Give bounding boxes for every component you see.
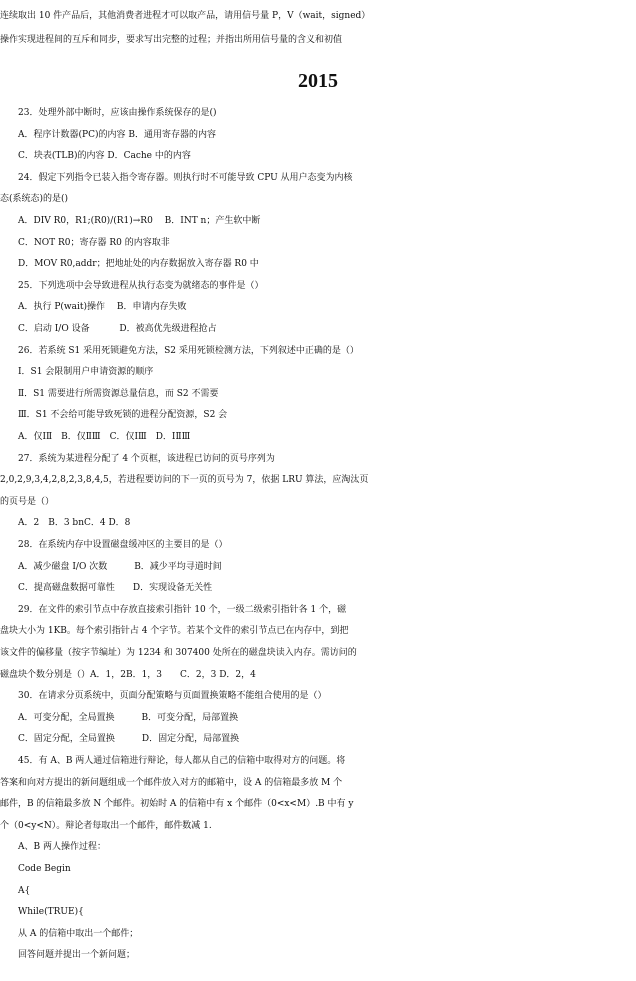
text-line: 磁盘块个数分别是（）A．1，2B．1，3 C．2，3 D．2，4 [0,670,256,680]
text-line: A{ [0,886,31,896]
text-line: While(TRUE){ [0,907,84,917]
text-line: A．程序计数器(PC)的内容 B．通用寄存器的内容 [0,130,216,140]
text-line: 该文件的偏移量（按字节编址）为 1234 和 307400 处所在的磁盘块读入内存。需访问的 [0,648,357,658]
text-line: Ⅲ．S1 不会给可能导致死锁的进程分配资源，S2 会 [0,410,228,420]
text-line: 26．若系统 S1 采用死锁避免方法，S2 采用死锁检测方法，下列叙述中正确的是（） [0,346,359,356]
text-line: 的页号是（） [0,497,55,507]
text-line: 24．假定下列指令已装入指令寄存器。则执行时不可能导致 CPU 从用户态变为内核 [0,173,353,183]
year-heading: 2015 [298,70,338,92]
text-line: C．启动 I/O 设备 D．被高优先级进程抢占 [0,324,217,334]
text-line: A．仅ⅠⅡ B．仅ⅡⅢ C．仅ⅠⅢ D．ⅠⅡⅢ [0,432,191,442]
text-line: A．可变分配，全局置换 B．可变分配，局部置换 [0,713,239,723]
text-line: 邮件，B 的信箱最多放 N 个邮件。初始时 A 的信箱中有 x 个邮件（0<x<M）.B 中有 y [0,799,354,809]
text-line: Ⅱ．S1 需要进行所需资源总量信息，而 S2 不需要 [0,389,219,399]
text-line: 27．系统为某进程分配了 4 个页框，该进程已访问的页号序列为 [0,454,275,464]
text-line: D．MOV R0,addr；把地址处的内存数据放入寄存器 R0 中 [0,259,259,269]
text-line: Ⅰ．S1 会限制用户申请资源的顺序 [0,367,154,377]
text-line: 23．处理外部中断时，应该由操作系统保存的是() [0,108,217,118]
text-line: C．提高磁盘数据可靠性 D．实现设备无关性 [0,583,213,593]
text-line: A、B 两人操作过程： [0,842,106,852]
text-line: 从 A 的信箱中取出一个邮件； [0,929,139,939]
text-line: 个（0<y<N）。辩论者每取出一个邮件，邮件数减 1. [0,821,212,831]
text-line: A．DIV R0，R1;(R0)/(R1)→R0 B．INT n；产生软中断 [0,216,261,226]
text-line: 态(系统态)的是() [0,194,69,204]
text-line: 回答问题并提出一个新问题； [0,950,136,960]
text-line: 28．在系统内存中设置磁盘缓冲区的主要目的是（） [0,540,228,550]
text-line: 25．下列选项中会导致进程从执行态变为就绪态的事件是（） [0,281,264,291]
text-line: 操作实现进程间的互斥和同步，要求写出完整的过程；并指出所用信号量的含义和初值 [0,35,343,45]
text-line: C．固定分配，全局置换 D．固定分配，局部置换 [0,734,240,744]
text-line: 答案和向对方提出的新问题组成一个邮件放入对方的邮箱中，设 A 的信箱最多放 M 个 [0,778,343,788]
text-line: A．减少磁盘 I/O 次数 B．减少平均寻道时间 [0,562,222,572]
text-line: 30．在请求分页系统中，页面分配策略与页面置换策略不能组合使用的是（） [0,691,327,701]
text-line: 29．在文件的索引节点中存放直接索引指针 10 个，一级二级索引指针各 1 个，磁 [0,605,347,615]
text-line: C．NOT R0；寄存器 R0 的内容取非 [0,238,170,248]
text-line: 2,0,2,9,3,4,2,8,2,3,8,4,5，若进程要访问的下一页的页号为 7，依据 LRU 算法，应淘汰页 [0,475,369,485]
text-line: 连续取出 10 件产品后，其他消费者进程才可以取产品，请用信号量 P，V（wait，signed） [0,11,371,21]
text-line: 盘块大小为 1KB。每个索引指针占 4 个字节。若某个文件的索引节点已在内存中，到把 [0,626,349,636]
text-line: Code Begin [0,864,71,874]
text-line: 45．有 A、B 两人通过信箱进行辩论，每人都从自己的信箱中取得对方的问题。将 [0,756,346,766]
text-line: C．块表(TLB)的内容 D．Cache 中的内容 [0,151,191,161]
text-line: A．2 B．3 bnC．4 D．8 [0,518,131,528]
text-line: A．执行 P(wait)操作 B．申请内存失败 [0,302,187,312]
